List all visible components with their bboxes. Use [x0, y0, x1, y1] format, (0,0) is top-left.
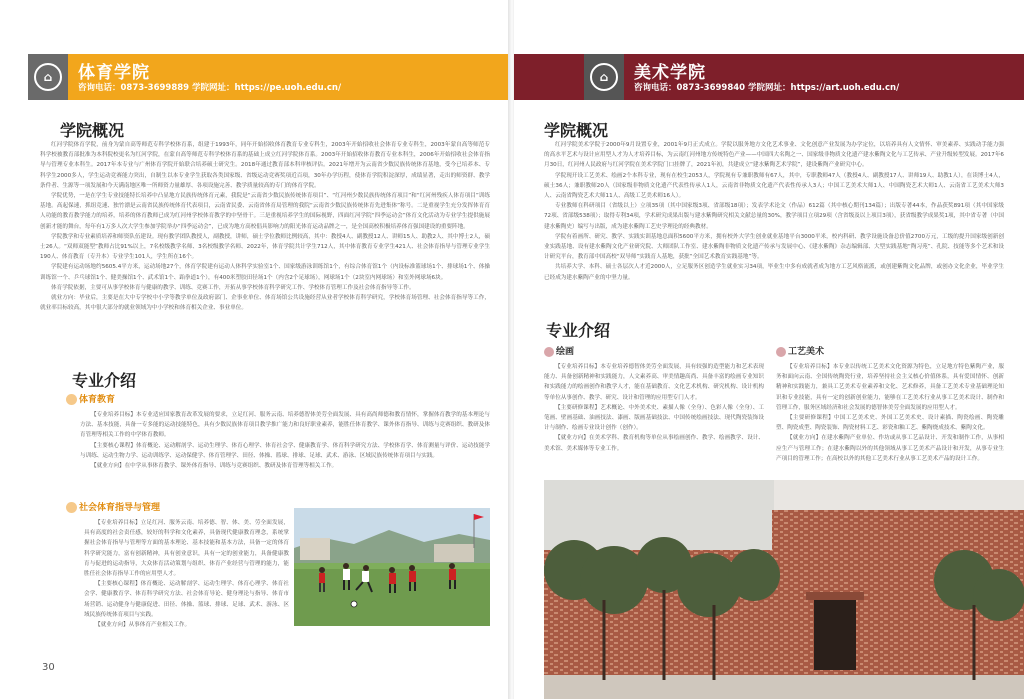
pe-overview-heading: 学院概况	[60, 118, 124, 141]
university-logo-icon: ⌂	[34, 63, 62, 91]
art-logo-box	[584, 54, 624, 100]
pe-overview-para-3: 学院教学和专业素质培养和师资队伍建设。现有教学团队教授人，副教授，讲师，硕士学位教师比例较高，其中：教授4人、副教授12人、讲师15人、助教2人、其中博士2人，硕士26人。“双师双能型”教师占比91%以上，7名校级教学名师、3名校级教学名师、2022年，体育学院共计学生712人，其中体育教育专业学生421人、社会体育指导与管理专业学生190人、体育教育（专升本）专业学生101人，学生所在16个。	[40, 233, 490, 261]
pe-major-2-title-text: 社会体育指导与管理	[79, 503, 161, 513]
art-overview-heading: 学院概况	[544, 118, 608, 141]
pe-major-1-goal: 【专业培养目标】本专业适应国家教育改革发展的要求，立足红河、服务云南、培养德智体美劳全面发展、具有高尚师德和教育情怀，掌握体育教学的基本理论与方法、基本技能，具备一专多能的运动技能特色，具有少数民族体育项目教学推广能力和良好职业素养，能胜任体育教学、课外体育指导、训练与竞赛组织、教研及体育管理等相关工作的中学体育教师。	[80, 412, 490, 439]
pe-overview-text	[40, 140, 490, 362]
pe-major-1-title	[66, 392, 115, 405]
pe-major-2-goal: 【专业培养目标】立足红河、服务云南、培养德、智、体、美、劳全面发展，具有高度的社会责任感，较好的科学和文化素养，具备现代健康教育理念，系统掌握社会体育指导与管理等方面的基本理论、基本技能和基本方法，具备一定的体育科学研究能力，富有创新精神，具有创业意识，具有一定的创业能力，具备健康教育与促进的运动指导，大众体育活动策划与组织、体育产业经营与管理的能力，能胜任社会体育指导工作的应用型人才。	[84, 520, 289, 578]
soccer-match-illustration	[294, 508, 490, 626]
pe-major-2-text	[84, 518, 289, 630]
art-overview-para-1: 红河学院美术学院于2000年9月设置专业，2001年9月正式成立。学院以服务地方文化艺术事业、文化创意产业发展为办学定位，以培养具有人文情怀、审美素养、实践动手能力强的高水平艺术与设计应用型人才为人才培养目标，为云南红河州地方传统特色产业——中国四大名陶之一、国家级非物质文化遗产建水紫陶文化与工艺传承、产业升级转型发展。2017年6月30日，红河州人民政府与红河学院在美术学院门口挂牌了，2021年初，共建成立“建水紫陶艺术学院”，建设紫陶产业研究中心。	[544, 142, 1004, 169]
pe-overview-para-1: 红河学院体育学院，前身为蒙自高等师范专科学校体育系，组建于1993年，同年开始招收体育教育专业专科生，2003年开始招收社会体育专业专科生，2003年蒙自高等师范专科学校被教育部批准为本科院校更名为红河学院，在蒙自高等师范专科学校体育系的基础上成立红河学院体育系。2003年开始招收体育教育专业本科生，2006年开始招收社会体育指导与管理专业本科生。2017年本专业与广州体育学院开始联合培养硕士研究生。2018年通过教育部本科审核评估。2021年增开为云南省少数民族传统体育基地，受今已培养本、专科学生2000多人，学生运动竞赛能力突出，自制生以本专业学生获取各类国家级、省级运动竞赛奖项近百项，30年办学历程，使体育学院积淀深厚，成绩显著，走出的师资群、教学条件者、生源等一项发展和今天满南地区唯一所师资力量雄厚、各项设施完善、教学质量较高的专门的体育学院。	[40, 142, 490, 189]
art-major-1-career: 【就业方向】在美术学科、教育机构等单位从事绘画创作、教学、绘画教学、设计、美术馆、美术媒体等专业工作。	[544, 435, 764, 452]
bullet-circle-icon	[544, 347, 554, 357]
pe-contact-line: 咨询电话：0873-3699889 学院网址：https://pe.uoh.edu.cn/	[78, 83, 342, 93]
pe-major-1-courses: 【主要核心课程】体育概论、运动解剖学、运动生理学、体育心理学、体育社会学、健康教育学、体育科学研究方法、学校体育学、体育测量与评价、运动技能学与训练、运动生物力学、运动训练学、运动保健学、体育管理学、田径、体操、篮球、排球、足球、武术、游泳、区域民族传统体育项目与实践。	[80, 442, 490, 459]
art-overview-para-3: 专业教师在科研项目（省级以上）立项35项（其中国家级3项、省部级18项）；发表学术论文（作品）612篇（其中核心期刊134篇）；出版专著44本，作品获奖891项（其中国家级72项、省部级538项）；取得专利34项，学术研究成果出版与建水紫陶研究相关文献总量的30%，教学项目立项29项（含省级及以上项目3项），获省级教学成果奖1项，其中省专著（中国建水紫陶史）编写与出版，成为建水紫陶工艺史学理论的经典教材。	[544, 203, 1004, 230]
art-major-2-career: 【就业方向】在建水紫陶产业单位、作坊或从事工艺品设计、开发和制作工作，从事相应生产与管理工作；在建水紫陶以外的其他领域从事工艺美术产品设计和开发，从事专业生产项目的管理工作；在高校以外的其他工艺美术行业从事工艺美术产品的设计工作。	[776, 435, 1004, 462]
right-page	[514, 0, 1024, 699]
bullet-circle-icon	[776, 347, 786, 357]
art-major-1-title-text: 绘画	[556, 347, 575, 357]
art-major-1-goal: 【专业培养目标】本专业培养德智体美劳全面发展，具有较强的造型能力和艺术表现能力、具备创新精神和实践能力，人文素养高、审美情趣高尚、具备丰富的绘画专业知识和实践能力的绘画创作和教学人才，能在基础教育、文化艺术机构、研究机构、设计机构等单位从事创作、教学、研究、设计和管理的应用型专门人才。	[544, 364, 764, 401]
art-major-2-text	[776, 362, 1004, 492]
art-major-2-goal: 【专业培养目标】本专业以传统工艺美术文化资源为特色，立足地方特色紫陶产业，服务和面向云南、全国传统陶瓷行业，培养坚持社会主义核心价值体系，具有爱国情怀、创新精神和实践能力，兼具工艺美术专业素养和文化、艺术修养，具备工艺美术专业基础理论知识和专业技能，具有一定的创新创业能力，能够在工艺美术行业从事工艺美术设计、制作和管理工作，服务区域经济和社会发展的德智体美劳全面发展的应用型人才。	[776, 364, 1004, 411]
pe-overview-para-6: 就业方向：毕业后，主要是在大中专学校中小学等教学单位及政府部门、企事业单位、体育场馆公共设施经营从业者学校体育科学研究，学校体育场管理、社会体育指导等工作，就业率目标较高，其中很大部分的就业领域为中小学校和体育相关企业、事业单位。	[40, 295, 490, 312]
pe-major-2-courses: 【主要核心课程】体育概论、运动解剖学、运动生理学、体育心理学、体育社会学、健康教育学、体育科学研究方法、社会体育导论、健身理论与指导、体育市场营销、运动健身与健康促进、田径、体操、篮球、排球、足球、武术、游泳、区域民族传统体育项目与实践。	[84, 581, 289, 618]
art-major-2-title	[776, 344, 824, 357]
art-contact-line: 咨询电话：0873-3699840 学院网址：https://art.uoh.edu.cn/	[634, 83, 900, 93]
pe-major-1-career: 【就业方向】在中学从事体育教学、课外体育指导、训练与竞赛组织、教研及体育管理等相关工作。	[91, 463, 338, 470]
art-major-1-courses: 【主要研修课程】艺术概论、中外美术史、素描人像（全身）、色彩人像（全身）、工笔画、壁画基础、油画技法、漆画、版画基础技法、中国传统绘画技法、现代陶瓷装饰设计与制作、绘画专业设计创作（创作）。	[544, 404, 764, 432]
art-major-1-title	[544, 344, 574, 357]
pe-major-2-career: 【就业方向】从事体育产业相关工作。	[95, 622, 191, 629]
pe-overview-para-5: 体育学院依据，主要可从事学校体育与健康的教学、训练、竞赛工作，开拓从事学校体育科学研究工作、学校体育管理工作及社会体育指导等工作。	[51, 284, 415, 291]
pe-college-title: 体育学院	[78, 63, 150, 83]
art-majors-heading: 专业介绍	[546, 318, 610, 341]
bullet-circle-icon	[66, 394, 77, 405]
page-number: 30	[42, 662, 55, 673]
pe-major-1-title-text: 体育教育	[79, 395, 116, 405]
pe-logo-box	[28, 54, 68, 100]
brick-building-photo	[544, 480, 1024, 699]
pe-majors-heading: 专业介绍	[72, 368, 136, 391]
art-college-title: 美术学院	[634, 63, 706, 83]
left-page	[0, 0, 510, 699]
pe-major-2-title	[66, 500, 160, 513]
art-overview-para-5: 共培养大学、本科、硕士各层次人才近2000人，立足服务区创造学生就业实习34项，毕业生中多有成就者成为地方工艺风格流派，或创建紫陶文化品牌，或创办文化企业，毕业学生已经成为建水紫陶产业的中坚力量。	[544, 264, 1004, 281]
art-overview-para-2: 学院现开设工艺美术、绘画2个本科专业，现有在校生2053人，学院现有专兼职教师有67人，其中，专职教师47人（教授4人、副教授17人、讲师19人、助教1人），在读博士4人，硕士36人；兼职教师20人（国家级非物质文化遗产代表性传承人1人，云南省非物质文化遗产代表性传承人3人；中国工艺美术大师1人、中国陶瓷艺术大师1人、云南省工艺美术大师3人、云南省陶瓷艺术大师11人、高级工艺美术师16人）。	[544, 172, 1004, 200]
pe-major-1-text	[80, 410, 490, 500]
soccer-match-photo	[294, 508, 490, 626]
art-overview-para-4: 学院有着画所、研究、教学、实践实训基地总面积5600平方米，拥有校外大学生创业就业基地平台3000平米，校内科研、教学设施设备总价值2700万元，工级的提升国家级创新创业实践基地、设有建水紫陶文化产业研究院、大师团队工作室、建水紫陶非物质文化遗产传承与发展中心、《建水紫陶》杂志编辑部、大型实践基地“陶习苑”、孔院、技能等多个艺术和设计研究平台，教育部中国高校“双导师”实践育人基地，获批“全国艺术教育实践基地”等。	[544, 233, 1004, 261]
art-overview-text	[544, 140, 1004, 290]
university-logo-icon: ⌂	[590, 63, 618, 91]
brick-building-illustration	[544, 480, 1024, 699]
art-major-2-courses: 【主要研修课程】中国工艺美术史、外国工艺美术史、设计素描、陶瓷绘画、陶瓷雕塑、陶瓷成型、陶瓷装饰、陶瓷材料工艺、彩瓷和釉工艺、紫陶烧成技术、紫陶文化。	[776, 415, 1004, 432]
bullet-circle-icon	[66, 502, 77, 513]
art-major-2-title-text: 工艺美术	[788, 347, 825, 357]
pe-overview-para-4: 学院建有运动场地约5605.4平方米，运动场地27个，体育学院建有运动人体科学实验室1个、国家级游泳训练馆1个，有综合体育馆1个（内设标准篮球场1个、排球场1个、体操训练馆一个、乒乓球馆1个、健美操馆1个、武术馆1个、跆拳道1个），有400米塑胶田径场1个（内含2个足球场），网球场1个（2块室内网球场）和室外网球场6块。	[40, 264, 490, 281]
pe-overview-para-2: 学院优势，一是在学生专业技能特长培养中凸显地方民族传统体育元素，我院是“云南省少数民族传统体育项目”、“红河州少数民族传统体育项目”和“红河州残疾人体育项目”训练基地。高起保速，抓组竞速、独竹漂是云南省民族传统体育代表项目，云南省民委、云南省体育局管理的我院“云南省少数民族传统体育先进集体”称号。二是重视学生充分发挥体育育人功能的教育教学能力的培养，培养的体育教师已成为红河州学校体育教学的中坚骨干。三是重视培养学生的国际视野，四面红河学院“四季运动会”体育文化活动为专业学生提供施展创新才能的舞台，每年有1万多人次大学生参加学院举办“四季运动会”，已成为地方高校倡具影响力的阳光体育运动品牌之一，是全国高校积极培养体育强国建设的重要阵地。	[40, 193, 490, 230]
